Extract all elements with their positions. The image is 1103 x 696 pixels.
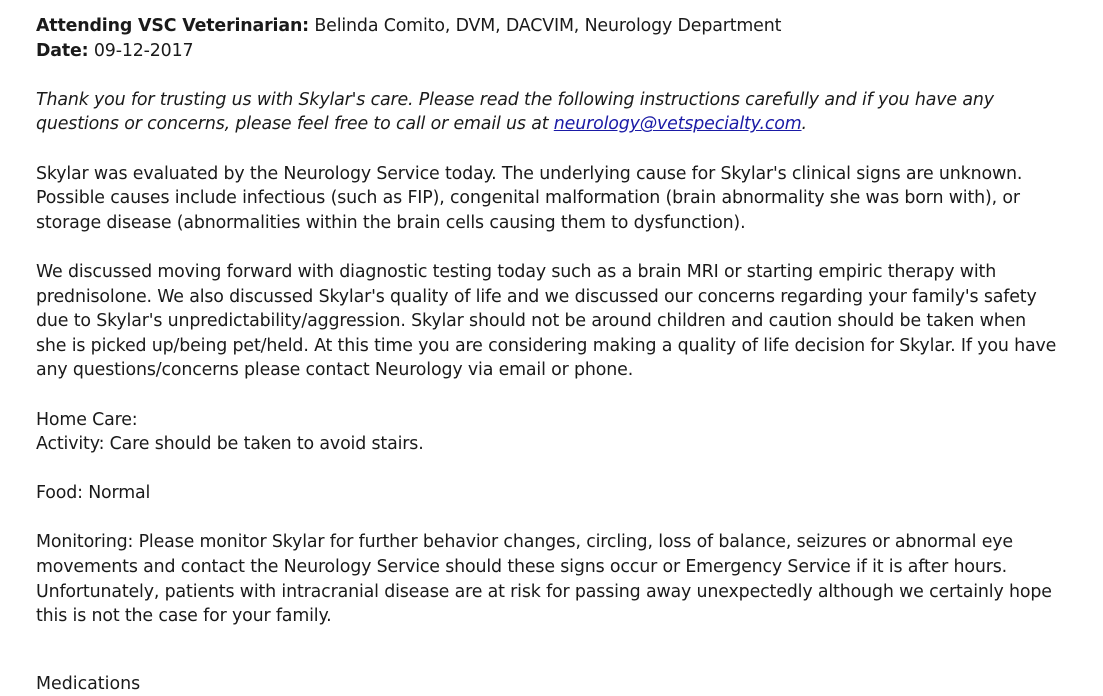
email-link[interactable]: neurology@vetspecialty.com bbox=[553, 114, 802, 135]
monitoring-line-2: movements and contact the Neurology Service should these signs occur or Emergency Service if it is after hours. bbox=[36, 557, 1008, 578]
date-label: Date: bbox=[36, 40, 89, 61]
monitoring-line-4: this is not the case for your family. bbox=[36, 606, 332, 627]
attending-veterinarian-line bbox=[36, 14, 1086, 39]
discussion-line-1: We discussed moving forward with diagnostic testing today such as a brain MRI or starting empiric therapy with bbox=[36, 261, 997, 282]
discussion-line-3: due to Skylar's unpredictability/aggression. Skylar should not be around children and caution should be taken when bbox=[36, 311, 1027, 332]
date-value: 09-12-2017 bbox=[88, 40, 194, 61]
intro-line-2-text: questions or concerns, please feel free to call or email us at bbox=[36, 114, 554, 135]
medications-heading-cutoff: Medications bbox=[36, 674, 141, 694]
evaluation-line-1: Skylar was evaluated by the Neurology Service today. The underlying cause for Skylar's clinical signs are unknown. bbox=[36, 163, 1023, 184]
date-line bbox=[36, 39, 1086, 64]
spacer bbox=[36, 457, 1086, 482]
food-instruction: Food: Normal bbox=[36, 483, 151, 504]
discussion-line-2: prednisolone. We also discussed Skylar's quality of life and we discussed our concerns regarding your family's safety bbox=[36, 286, 1037, 307]
spacer bbox=[36, 235, 1086, 260]
attending-veterinarian-value: Belinda Comito, DVM, DACVIM, Neurology Department bbox=[308, 16, 782, 36]
spacer bbox=[36, 137, 1086, 162]
spacer bbox=[36, 506, 1086, 531]
discharge-document bbox=[36, 14, 1086, 629]
monitoring-line-1: Monitoring: Please monitor Skylar for further behavior changes, circling, loss of balance, seizures or abnormal eye bbox=[36, 532, 1013, 553]
discussion-line-5: any questions/concerns please contact Neurology via email or phone. bbox=[36, 360, 634, 381]
activity-instruction: Activity: Care should be taken to avoid stairs. bbox=[36, 434, 424, 455]
evaluation-line-3: storage disease (abnormalities within the brain cells causing them to dysfunction). bbox=[36, 212, 746, 233]
intro-line-1: Thank you for trusting us with Skylar's care. Please read the following instructions carefully and if you have any bbox=[36, 89, 994, 110]
attending-veterinarian-label: Attending VSC Veterinarian: bbox=[36, 16, 309, 36]
evaluation-line-2: Possible causes include infectious (such as FIP), congenital malformation (brain abnormality she was born with), or bbox=[36, 188, 1020, 209]
spacer bbox=[36, 383, 1086, 408]
monitoring-line-3: Unfortunately, patients with intracranial disease are at risk for passing away unexpectedly although we certainly hope bbox=[36, 581, 1052, 602]
spacer bbox=[36, 63, 1086, 88]
intro-line-2 bbox=[36, 112, 1086, 137]
intro-line-2-end: . bbox=[801, 114, 807, 135]
home-care-heading: Home Care: bbox=[36, 409, 138, 430]
discussion-line-4: she is picked up/being pet/held. At this time you are considering making a quality of life decision for Skylar. If you have bbox=[36, 335, 1057, 356]
